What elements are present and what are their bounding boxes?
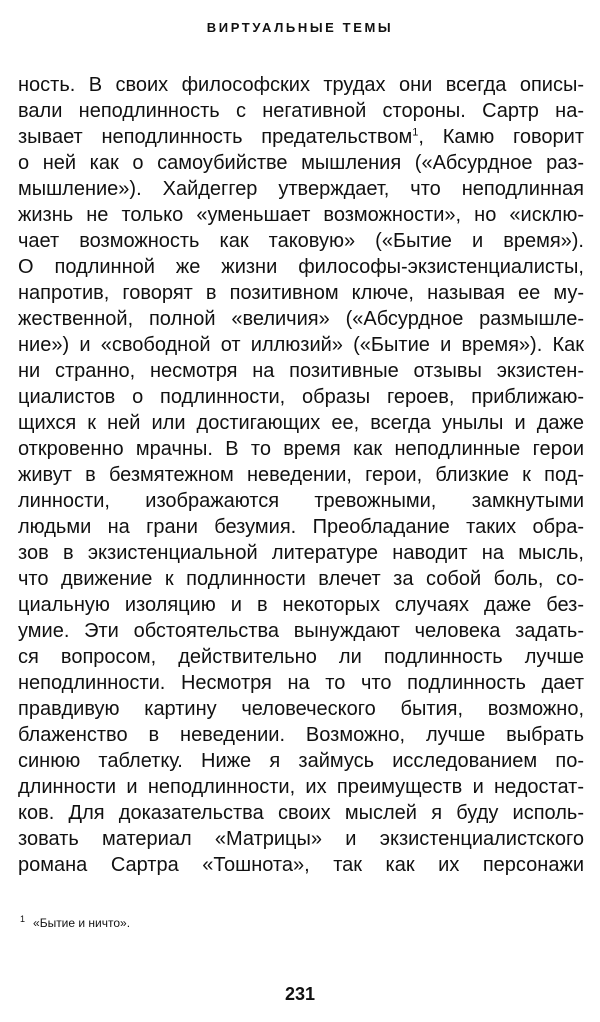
text-line: романа Сартра «Тошнота», так как их персонажи	[18, 854, 584, 876]
text-line: чает возможность как таковую» («Бытие и время»).	[18, 230, 584, 252]
text-line: людьми на грани безумия. Преобладание таких обра-	[18, 516, 584, 538]
text-line-part: зывает неподлинность предательством	[18, 126, 413, 148]
text-line: зовать материал «Матрицы» и экзистенциалистского	[18, 828, 584, 850]
footnote	[20, 916, 130, 930]
text-line: умие. Эти обстоятельства вынуждают человека задать-	[18, 620, 584, 642]
text-line: вали неподлинность с негативной стороны. Сартр на-	[18, 100, 584, 122]
text-line: жизнь не только «уменьшает возможности», но «исклю-	[18, 204, 584, 226]
text-line: щихся к ней или достигающих ее, всегда унылы и даже	[18, 412, 584, 434]
footnote-reference: 1	[412, 126, 419, 139]
text-line: циальную изоляцию и в некоторых случаях даже без-	[18, 594, 584, 616]
text-line: линности, изображаются тревожными, замкнутыми	[18, 490, 584, 512]
footnote-text: «Бытие и ничто».	[33, 916, 131, 930]
text-line: синюю таблетку. Ниже я займусь исследованием по-	[18, 750, 584, 772]
text-line: о ней как о самоубийстве мышления («Абсурдное раз-	[18, 152, 584, 174]
text-line: длинности и неподлинности, их преимуществ и недостат-	[18, 776, 584, 798]
text-line-with-footnote-ref	[18, 124, 584, 150]
text-line: ни странно, несмотря на позитивные отзывы экзистен-	[18, 360, 584, 382]
text-line: откровенно мрачны. В то время как неподлинные герои	[18, 438, 584, 460]
text-line: живут в безмятежном неведении, герои, близкие к под-	[18, 464, 584, 486]
text-line: жественной, полной «величия» («Абсурдное размышле-	[18, 308, 584, 330]
text-line: напротив, говорят в позитивном ключе, называя ее му-	[18, 282, 584, 304]
text-line: блаженство в неведении. Возможно, лучше выбрать	[18, 724, 584, 746]
text-line: ность. В своих философских трудах они всегда описы-	[18, 74, 584, 96]
text-line: циалистов о подлинности, образы героев, приближаю-	[18, 386, 584, 408]
running-head: ВИРТУАЛЬНЫЕ ТЕМЫ	[206, 20, 394, 35]
text-line: зов в экзистенциальной литературе наводит на мысль,	[18, 542, 584, 564]
page-number: 231	[284, 984, 316, 1004]
text-line: правдивую картину человеческого бытия, возможно,	[18, 698, 584, 720]
text-line: ков. Для доказательства своих мыслей я буду исполь-	[18, 802, 584, 824]
text-line: О подлинной же жизни философы-экзистенциалисты,	[18, 256, 584, 278]
text-line: что движение к подлинности влечет за собой боль, со-	[18, 568, 584, 590]
text-line: неподлинности. Несмотря на то что подлинность дает	[18, 672, 584, 694]
body-text	[18, 72, 584, 878]
text-line-part: , Камю говорит	[418, 126, 584, 148]
text-line: ся вопросом, действительно ли подлинность лучше	[18, 646, 584, 668]
footnote-mark: 1	[20, 914, 26, 924]
text-line: ние») и «свободной от иллюзий» («Бытие и время»). Как	[18, 334, 584, 356]
text-line: мышление»). Хайдеггер утверждает, что неподлинная	[18, 178, 584, 200]
